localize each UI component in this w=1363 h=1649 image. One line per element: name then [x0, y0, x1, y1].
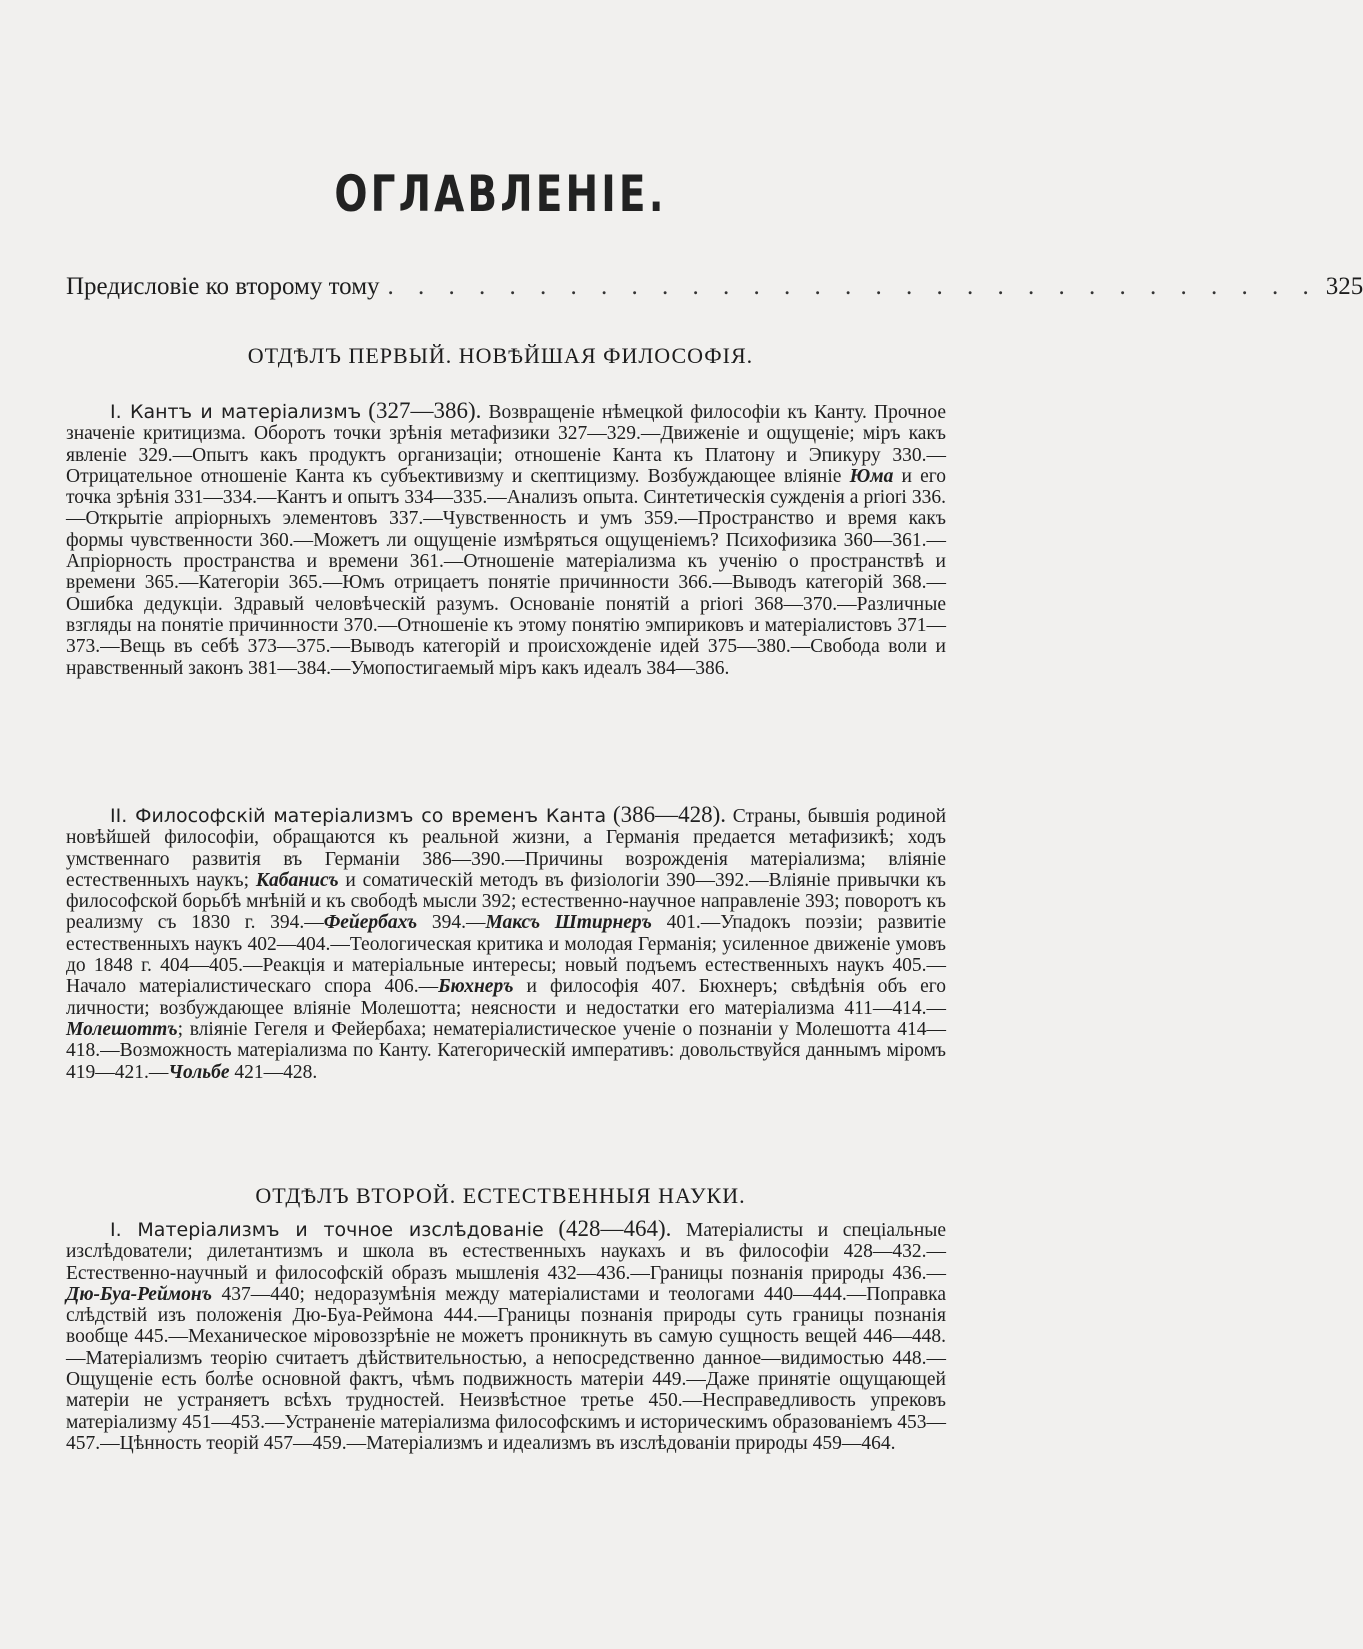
chapter-summary-text: и соматическій методъ въ физіологіи 390—392.—Вліяніе привычки къ философской борьбѣ мнѣній и къ свободѣ мысли 392; естественно-научное направленіе 393; поворотъ къ реализму съ 1830 г. 394.—	[66, 869, 946, 934]
cited-name: Юма	[849, 465, 894, 487]
chapter-summary-text: Возвращеніе нѣмецкой философіи къ Канту. Прочное значеніе критицизма. Оборотъ точки зрѣнія метафизики 327—329.—Движеніе и ощущеніе; міръ какъ явленіе 329.—Опытъ какъ продуктъ организаціи; отношеніе Канта къ Платону и Эпикуру 330.—Отрицательное отношеніе Канта къ субъективизму и скептицизму. Возбуждающее вліяніе	[66, 402, 946, 487]
cited-name: Бюхнеръ	[438, 976, 514, 998]
chapter-title: I. Кантъ и матеріализмъ	[110, 401, 362, 423]
chapter-summary-text: 421—428.	[229, 1061, 318, 1083]
chapter-summary-text: 394.—	[417, 912, 486, 934]
cited-name: Молешоттъ	[66, 1018, 178, 1040]
chapter-summary-text: 437—440; недоразумѣнія между матеріалистами и теологами 440—444.—Поправка слѣдствій изъ положенія Дю-Буа-Реймона 444.—Границы познанія природы суть границы познанія вообще 445.—Механическое міровоззрѣніе не можетъ проникнуть въ самую сущность вещей 446—448.—Матеріализмъ теорію считаетъ дѣйствительностью, а непосредственно данное—видимостью 448.—Ощущеніе есть болѣе основной фактъ, чѣмъ подвижность матеріи 449.—Даже принятіе ощущающей матеріи не устраняетъ всѣхъ трудностей. Неизвѣстное третье 450.—Несправедливость упрековъ матеріализму 451—453.—Устраненіе матеріализма философскимъ и историческимъ образованіемъ 453—457.—Цѣнность теорій 457—459.—Матеріализмъ и идеализмъ въ изслѣдованіи природы 459—464.	[66, 1283, 947, 1454]
section-heading-first: ОТДѢЛЪ ПЕРВЫЙ. НОВѢЙШАЯ ФИЛОСОФІЯ.	[247, 343, 754, 368]
chapter-entry-exact-research	[66, 1218, 946, 1454]
chapter-summary-text: и его точка зрѣнія 331—334.—Кантъ и опытъ 334—335.—Анализъ опыта. Синтетическія сужденія a priori 336.—Открытіе апріорныхъ элементовъ 337.—Чувственность и умъ 359.—Пространство и время какъ формы чувственности 360.—Можетъ ли ощущеніе измѣряться ощущеніемъ? Психофизика 360—361.—Апріорность пространства и времени 361.—Отношеніе матеріализма къ ученію о пространствѣ и времени 365.—Категоріи 365.—Юмъ отрицаетъ понятіе причинности 366.—Выводъ категорій 368.—Ошибка дедукціи. Здравый человѣческій разумъ. Основаніе понятій a priori 368—370.—Различные взгляды на понятіе причинности 370.—Отношеніе къ этому понятію эмпириковъ и матеріалистовъ 371—373.—Вещь въ себѣ 373—375.—Выводъ категорій и происхожденіе идей 375—380.—Свобода воли и нравственный законъ 381—384.—Умопостигаемый міръ какъ идеалъ 384—386.	[66, 465, 946, 679]
page-title: ОГЛАВЛЕНІЕ.	[334, 165, 667, 223]
preface-entry	[66, 273, 1363, 301]
cited-name: Дю-Буа-Реймонъ	[66, 1283, 213, 1305]
chapter-summary-text: ; вліяніе Гегеля и Фейербаха; нематеріалистическое ученіе о познаніи у Молешотта 414—418.—Возможность матеріализма по Канту. Категорическій императивъ: довольствуйся даннымъ міромъ 419—421.—	[66, 1018, 946, 1083]
cited-name: Кабанисъ	[255, 869, 339, 891]
preface-label: Предисловіе ко второму тому	[66, 273, 380, 300]
leader-dots: . . . . . . . . . . . . . . . . . . . . . . . . . . . . . . .	[387, 273, 1318, 300]
cited-name: Максъ Штирнеръ	[485, 912, 652, 934]
chapter-entry-philosophical-materialism	[66, 804, 946, 1083]
chapter-title: I. Матеріализмъ и точное изслѣдованіе	[110, 1219, 544, 1241]
cited-name: Фейербахъ	[323, 912, 418, 934]
cited-name: Чольбе	[168, 1061, 230, 1083]
chapter-title: II. Философскій матеріализмъ со временъ Канта	[110, 805, 607, 827]
chapter-summary-text: Страны, бывшія родиной новѣйшей философіи, обращаются къ реальной жизни, а Германія предается метафизикѣ; ходъ умственнаго развитія въ Германіи 386—390.—Причины возрожденія матеріализма; вліяніе естественныхъ наукъ;	[66, 806, 947, 891]
chapter-entry-kant	[66, 400, 946, 679]
chapter-summary-text: Матеріалисты и спеціальные изслѣдователи; дилетантизмъ и школа въ естественныхъ наукахъ и въ философіи 428—432.—Естественно-научный и философскій образъ мышленія 432—436.—Границы познанія природы 436.—	[66, 1220, 947, 1284]
section-heading-second: ОТДѢЛЪ ВТОРОЙ. ЕСТЕСТВЕННЫЯ НАУКИ.	[255, 1183, 746, 1208]
chapter-page-range: (327—386).	[368, 398, 482, 423]
chapter-page-range: (428—464).	[558, 1216, 672, 1241]
chapter-summary-text: и философія 407. Бюхнеръ; свѣдѣнія объ его личности; возбуждающее вліяніе Молешотта; неясности и недостатки его матеріализма 411—414.—	[66, 976, 946, 1019]
chapter-summary-text: 401.—Упадокъ поэзіи; развитіе естественныхъ наукъ 402—404.—Теологическая критика и молодая Германія; усиленное движеніе умовъ до 1848 г. 404—405.—Реакція и матеріальные интересы; новый подъемъ естественныхъ наукъ 405.—Начало матеріалистическаго спора 406.—	[66, 912, 946, 998]
chapter-page-range: (386—428).	[612, 802, 726, 827]
preface-page-number: 325	[1325, 273, 1363, 300]
